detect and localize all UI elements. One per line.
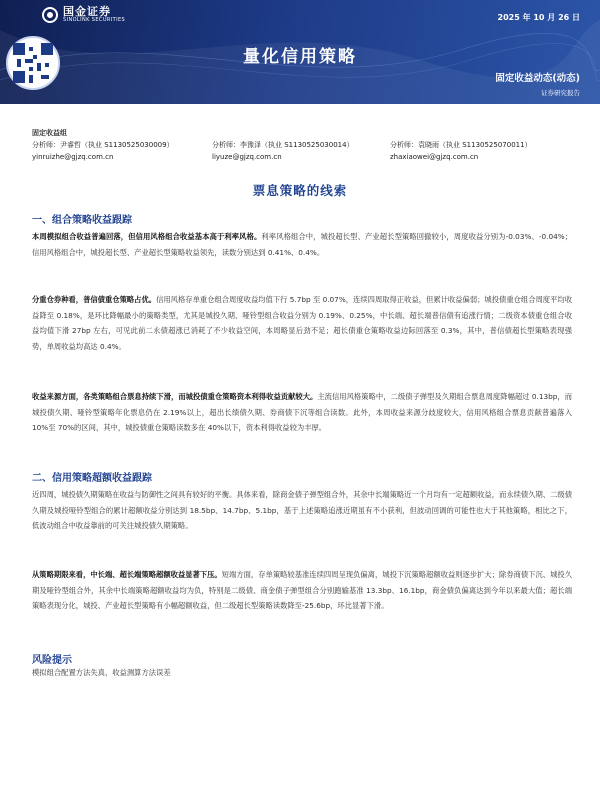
paragraph <box>32 229 572 260</box>
report-date: 2025 年 10 月 26 日 <box>497 13 580 22</box>
team-label: 固定收益组 <box>32 129 67 137</box>
paragraph-lead: 本周模拟组合收益普遍回落，但信用风格组合收益基本高于利率风格。 <box>32 232 262 241</box>
paragraph-body: 信用风格存单重仓组合周度收益均值下行 5.7bp 至 0.07%，连续四周取得正收益，但累计收益偏弱；城投债重仓组合周度平均收益降至 0.18%，是环比降幅最小的策略类型，尤其是城投久期、哑铃型组合收益分别为 0.19%、0.25%，中长端、超长端普信债有追涨行情；二级资本债重仓组合收益均值下滑 27bp 左右，可见此前二永债超涨已消耗了不少收益空间，本周略显后劲不足；超长债重仓策略收益边际回落至 0.3%，其中，普信债超长型策略表现强势，单周收益均高达 0.4%。 <box>32 295 572 351</box>
paragraph <box>32 389 572 436</box>
report-title: 量化信用策略 <box>243 47 357 67</box>
report-type: 证券研究报告 <box>541 89 580 97</box>
section-heading-portfolio: 一、组合策略收益跟踪 <box>32 215 132 226</box>
analyst-3-email[interactable]: zhaxiaowei@gjzq.com.cn <box>390 153 479 161</box>
paragraph-body: 主流信用风格策略中，二级债子弹型及久期组合票息周度降幅超过 0.13bp，而城投债久期、哑铃型策略年化票息仍在 2.19%以上，超出长绩债久期、券商债下沉等组合读数。此外，本周收益来源分歧度较大，信用风格组合票息贡献普遍落入 10%至 70%的区间，其中，城投债重仓策略读数多在 40%以下，资本利得收益较为丰厚。 <box>32 392 573 432</box>
section-heading-excess: 二、信用策略超额收益跟踪 <box>32 473 152 484</box>
brand-logo-icon <box>42 7 58 23</box>
section-heading-risk: 风险提示 <box>32 655 72 666</box>
paragraph <box>32 567 572 614</box>
qr-code-icon <box>6 36 60 90</box>
paragraph-body: 短端方面，存单策略较基准连续四周呈现负偏离，城投下沉策略超额收益则逐步扩大；除券商债下沉、城投久期及哑铃型组合外，其余中长端策略超额收益均为负，特别是二级债、商金债子弹型组合分别跑输基准 13.3bp、16.1bp，商金债负偏离达到今年以来最大值；超长端策略表现分化，城投、产业超长型策略有小幅超额收益，但二级超长型策略读数降至-25.6bp，环比显著下滑。 <box>32 570 573 610</box>
paragraph-lead: 从策略期限来看，中长端、超长端策略超额收益显著下压。 <box>32 570 222 579</box>
analyst-1: 分析师：尹睿哲（执业 S1130525030009） <box>32 141 174 149</box>
paragraph-body: 近四周，城投债久期策略在收益与防御性之间具有较好的平衡。具体来看，除商金债子弹型组合外，其余中长端策略近一个月均有一定超额收益，而永续债久期、二级债久期及城投哑铃型组合的累计超额收益分别达到 18.5bp、14.7bp、5.1bp，基于上述策略追涨近期虽有不小获利，但波动回调的可能性也大于其他策略，相比之下，低波动组合中收益靠前的可关注城投债久期策略。 <box>32 490 572 530</box>
paragraph-body: 利率风格组合中，城投超长型、产业超长型策略回撤较小，周度收益分别为-0.03%、-0.04%；信用风格组合中，城投超长型、产业超长型策略收益领先，读数分别达到 0.41%、0.4%。 <box>32 232 573 257</box>
analyst-2-email[interactable]: liyuze@gjzq.com.cn <box>212 153 282 161</box>
analyst-1-email[interactable]: yinruizhe@gjzq.com.cn <box>32 153 114 161</box>
paragraph-lead: 分重仓券种看，普信债重仓策略占优。 <box>32 295 157 304</box>
paragraph-body: 模拟组合配置方法失真，收益测算方法误差 <box>32 668 171 677</box>
paragraph <box>32 487 572 534</box>
analyst-3: 分析师：袁晓雨（执业 S1130525070011） <box>390 141 532 149</box>
report-header-banner <box>0 0 600 104</box>
report-series: 固定收益动态(动态) <box>495 73 580 84</box>
document-title: 票息策略的线索 <box>252 183 348 198</box>
brand-name-en: SINOLINK SECURITIES <box>63 17 126 23</box>
brand-logo <box>42 6 125 24</box>
paragraph <box>32 292 572 354</box>
paragraph-lead: 收益来源方面，各类策略组合票息持续下滑，而城投债重仓策略资本利得收益贡献较大。 <box>32 392 318 401</box>
paragraph <box>32 665 572 681</box>
brand-name-cn: 国金证券 <box>63 5 111 18</box>
analyst-2: 分析师：李豫泽（执业 S1130525030014） <box>212 141 354 149</box>
